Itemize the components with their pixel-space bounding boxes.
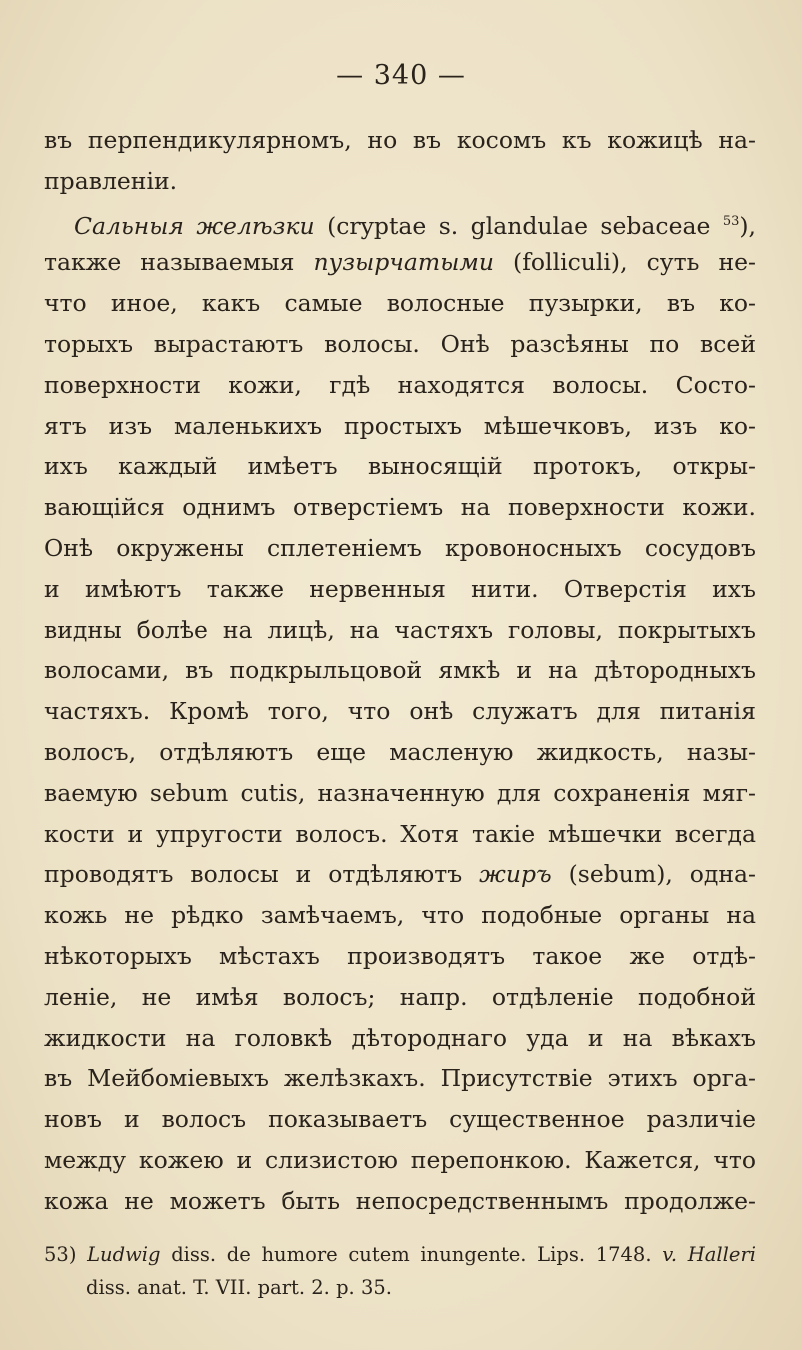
text-run: торыхъ вырастаютъ волосы. Онѣ разсѣяны по всей [44, 329, 756, 358]
text-run: diss. de humore cutem inungente. Lips. 1748. [160, 1243, 663, 1266]
text-run: проводятъ волосы и отдѣляютъ [44, 860, 480, 889]
text-line [44, 732, 756, 773]
text-line [44, 1099, 756, 1140]
text-line [44, 365, 756, 406]
text-line [44, 1140, 756, 1181]
text-line [44, 895, 756, 936]
text-line [44, 528, 756, 569]
text-line [44, 446, 756, 487]
text-run: diss. anat. T. VII. part. 2. p. 35. [86, 1276, 392, 1299]
text-run: видны болѣе на лицѣ, на частяхъ головы, покрытыхъ [44, 615, 756, 644]
body-text [44, 120, 756, 1222]
text-run: между кожею и слизистою перепонкою. Кажется, что [44, 1145, 756, 1174]
text-run: нѣкоторыхъ мѣстахъ производятъ такое же отдѣ- [44, 941, 756, 970]
italic-text: жиръ [479, 860, 552, 889]
text-run: волосъ, отдѣляютъ еще масленую жидкость, назы- [44, 737, 756, 766]
text-run: въ Мейбоміевыхъ желѣзкахъ. Присутствіе этихъ орга- [44, 1064, 756, 1093]
italic-text: Сальныя желѣзки [74, 211, 315, 240]
text-line [44, 569, 756, 610]
text-line [44, 1058, 756, 1099]
text-run: (folliculi), суть не- [493, 248, 756, 277]
page-number: — 340 — [336, 60, 466, 91]
text-run: также называемыя [44, 248, 314, 277]
italic-text: v. Halleri [662, 1243, 756, 1266]
text-run: жидкости на головкѣ дѣтороднаго уда и на вѣкахъ [44, 1023, 756, 1052]
italic-text: пузырчатыми [313, 248, 494, 277]
text-line [44, 324, 756, 365]
text-run: вающійся однимъ отверстіемъ на поверхности кожи. [44, 493, 756, 522]
text-run: кожа не можетъ быть непосредственнымъ продолже- [44, 1186, 756, 1215]
text-run: ихъ каждый имѣетъ выносящій протокъ, откры- [44, 452, 756, 481]
footnote-ref: 53 [722, 213, 740, 229]
text-run: 53) [44, 1243, 88, 1266]
text-run: что иное, какъ самые волосные пузырки, въ ко- [44, 289, 756, 318]
text-run: ятъ изъ маленькихъ простыхъ мѣшечковъ, изъ ко- [44, 411, 756, 440]
text-line [44, 854, 756, 895]
text-line [44, 691, 756, 732]
text-line [44, 1181, 756, 1222]
text-line [44, 814, 756, 855]
text-run: частяхъ. Кромѣ того, что онѣ служатъ для питанія [44, 697, 756, 726]
footnote [44, 1238, 756, 1304]
text-run: (cryptae s. glandulae sebaceae [314, 211, 723, 240]
text-line [44, 120, 756, 161]
text-run: новъ и волосъ показываетъ существенное различіе [44, 1105, 756, 1134]
text-run: поверхности кожи, гдѣ находятся волосы. Состо- [44, 370, 756, 399]
text-line [44, 1018, 756, 1059]
text-run: кости и упругости волосъ. Хотя такіе мѣшечки всегда [44, 819, 756, 848]
text-line [44, 202, 756, 243]
text-run: ), [739, 211, 756, 240]
text-line [44, 242, 756, 283]
text-run: ваемую sebum cutis, назначенную для сохраненія мяг- [44, 778, 756, 807]
text-run: правленіи. [44, 166, 178, 195]
text-line [44, 936, 756, 977]
text-line [44, 161, 756, 202]
text-run: и имѣютъ также нервенныя нити. Отверстія ихъ [44, 574, 756, 603]
text-run: въ перпендикулярномъ, но въ косомъ къ кожицѣ на- [44, 126, 756, 154]
text-line [44, 977, 756, 1018]
text-run: Онѣ окружены сплетеніемъ кровоносныхъ сосудовъ [44, 533, 756, 562]
text-line [44, 610, 756, 651]
text-line [44, 406, 756, 447]
footnote-line [44, 1238, 756, 1271]
text-run: (sebum), одна- [551, 860, 756, 889]
text-line [44, 650, 756, 691]
text-run: леніе, не имѣя волосъ; напр. отдѣленіе подобной [44, 982, 756, 1011]
italic-text: Ludwig [87, 1243, 161, 1266]
text-line [44, 283, 756, 324]
text-run: волосами, въ подкрыльцовой ямкѣ и на дѣтородныхъ [44, 656, 756, 685]
footnote-line [44, 1271, 756, 1304]
text-run: кожь не рѣдко замѣчаемъ, что подобные органы на [44, 901, 756, 930]
text-line [44, 487, 756, 528]
text-line [44, 773, 756, 814]
